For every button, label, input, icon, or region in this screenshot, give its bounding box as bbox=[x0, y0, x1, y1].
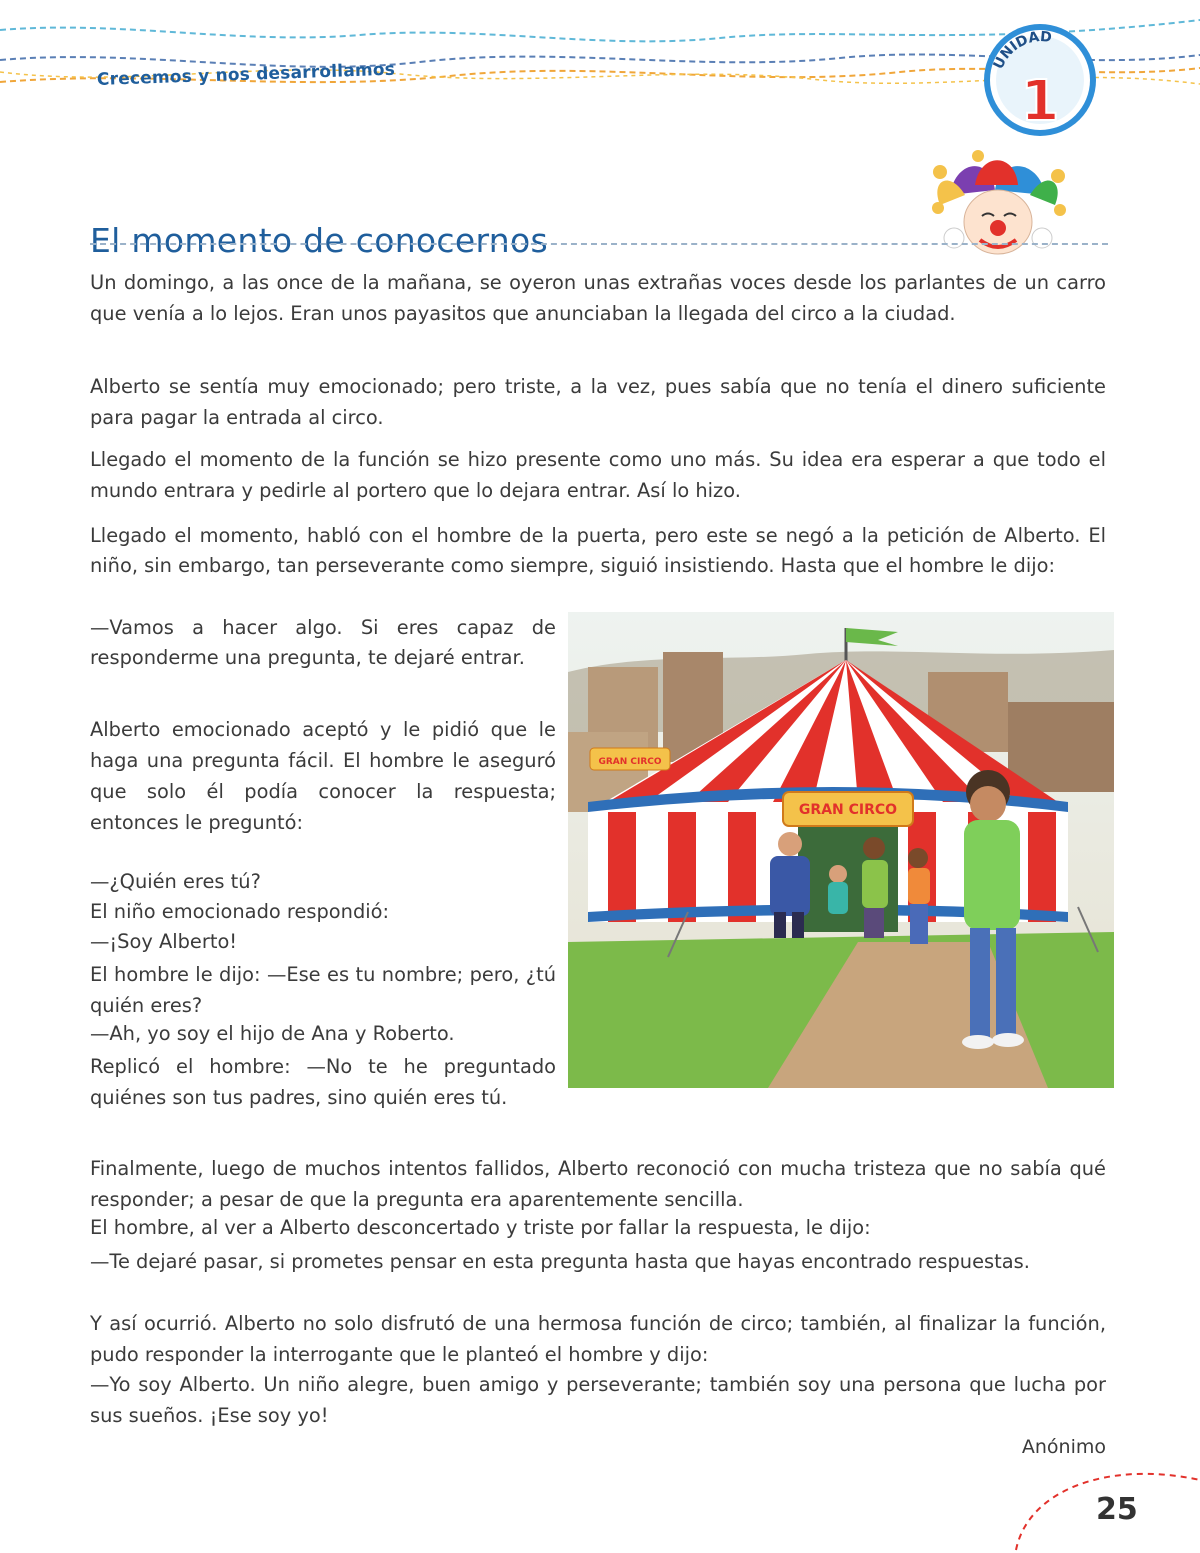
tent-sign: GRAN CIRCO bbox=[798, 802, 898, 818]
dialogue-line-4: —Ah, yo soy el hijo de Ana y Roberto. bbox=[90, 1022, 455, 1045]
paragraph-12: —Yo soy Alberto. Un niño alegre, buen amigo y perseverante; también soy una persona que lucha por sus sueños. ¡Ese soy yo! bbox=[90, 1373, 1106, 1427]
paragraph-6: Alberto emocionado aceptó y le pidió que le haga una pregunta fácil. El hombre le aseguró que solo él podía conocer la respuesta; entonces le preguntó: bbox=[90, 718, 556, 834]
jester-clown-icon bbox=[920, 150, 1070, 265]
dialogue-line-1: —¿Quién eres tú? bbox=[90, 870, 261, 893]
circus-tent-illustration bbox=[568, 612, 1114, 1088]
section-label: Crecemos y nos desarrollamos bbox=[96, 59, 396, 90]
title-divider bbox=[90, 243, 1108, 245]
page-number: 25 bbox=[1096, 1492, 1138, 1527]
paragraph-9: Finalmente, luego de muchos intentos fallidos, Alberto reconoció con mucha tristeza que no sabía qué responder; a pesar de que la pregunta era aparentemente sencilla. bbox=[90, 1157, 1106, 1211]
paragraph-10: —Te dejaré pasar, si prometes pensar en esta pregunta hasta que hayas encontrado respuestas. bbox=[90, 1250, 1030, 1273]
paragraph-5: —Vamos a hacer algo. Si eres capaz de responderme una pregunta, te dejaré entrar. bbox=[90, 616, 556, 669]
unit-label: UNIDAD bbox=[990, 28, 1053, 72]
story-title: El momento de conocernos bbox=[90, 221, 548, 261]
paragraph-4: Llegado el momento, habló con el hombre de la puerta, pero este se negó a la petición de Alberto. El niño, sin embargo, tan perseverante como siempre, siguió insistiendo. Hasta que el hombre le dijo: bbox=[90, 524, 1106, 577]
paragraph-7: El hombre le dijo: —Ese es tu nombre; pero, ¿tú quién eres? bbox=[90, 963, 556, 1017]
unit-badge bbox=[978, 18, 1108, 138]
author-credit: Anónimo bbox=[1021, 1436, 1106, 1458]
paragraph-3: Llegado el momento de la función se hizo presente como uno más. Su idea era esperar a que todo el mundo entrara y pedirle al portero que lo dejara entrar. Así lo hizo. bbox=[90, 448, 1106, 502]
side-sign: GRAN CIRCO bbox=[598, 757, 662, 767]
paragraph-8: Replicó el hombre: —No te he preguntado quiénes son tus padres, sino quién eres tú. bbox=[90, 1055, 556, 1109]
paragraph-2: Alberto se sentía muy emocionado; pero triste, a la vez, pues sabía que no tenía el dinero suficiente para pagar la entrada al circo. bbox=[90, 375, 1106, 429]
paragraph-1: Un domingo, a las once de la mañana, se oyeron unas extrañas voces desde los parlantes de un carro que venía a lo lejos. Eran unos payasitos que anunciaban la llegada del circo a la ciudad. bbox=[90, 271, 1106, 325]
dialogue-line-3: —¡Soy Alberto! bbox=[90, 930, 238, 953]
paragraph-11: Y así ocurrió. Alberto no solo disfrutó de una hermosa función de circo; también, al finalizar la función, pudo responder la interrogante que le planteó el hombre y dijo: bbox=[90, 1312, 1106, 1366]
dialogue-line-5: El hombre, al ver a Alberto desconcertado y triste por fallar la respuesta, le dijo: bbox=[90, 1216, 871, 1239]
dialogue-line-2: El niño emocionado respondió: bbox=[90, 900, 390, 923]
unit-number: 1 bbox=[1020, 69, 1060, 134]
